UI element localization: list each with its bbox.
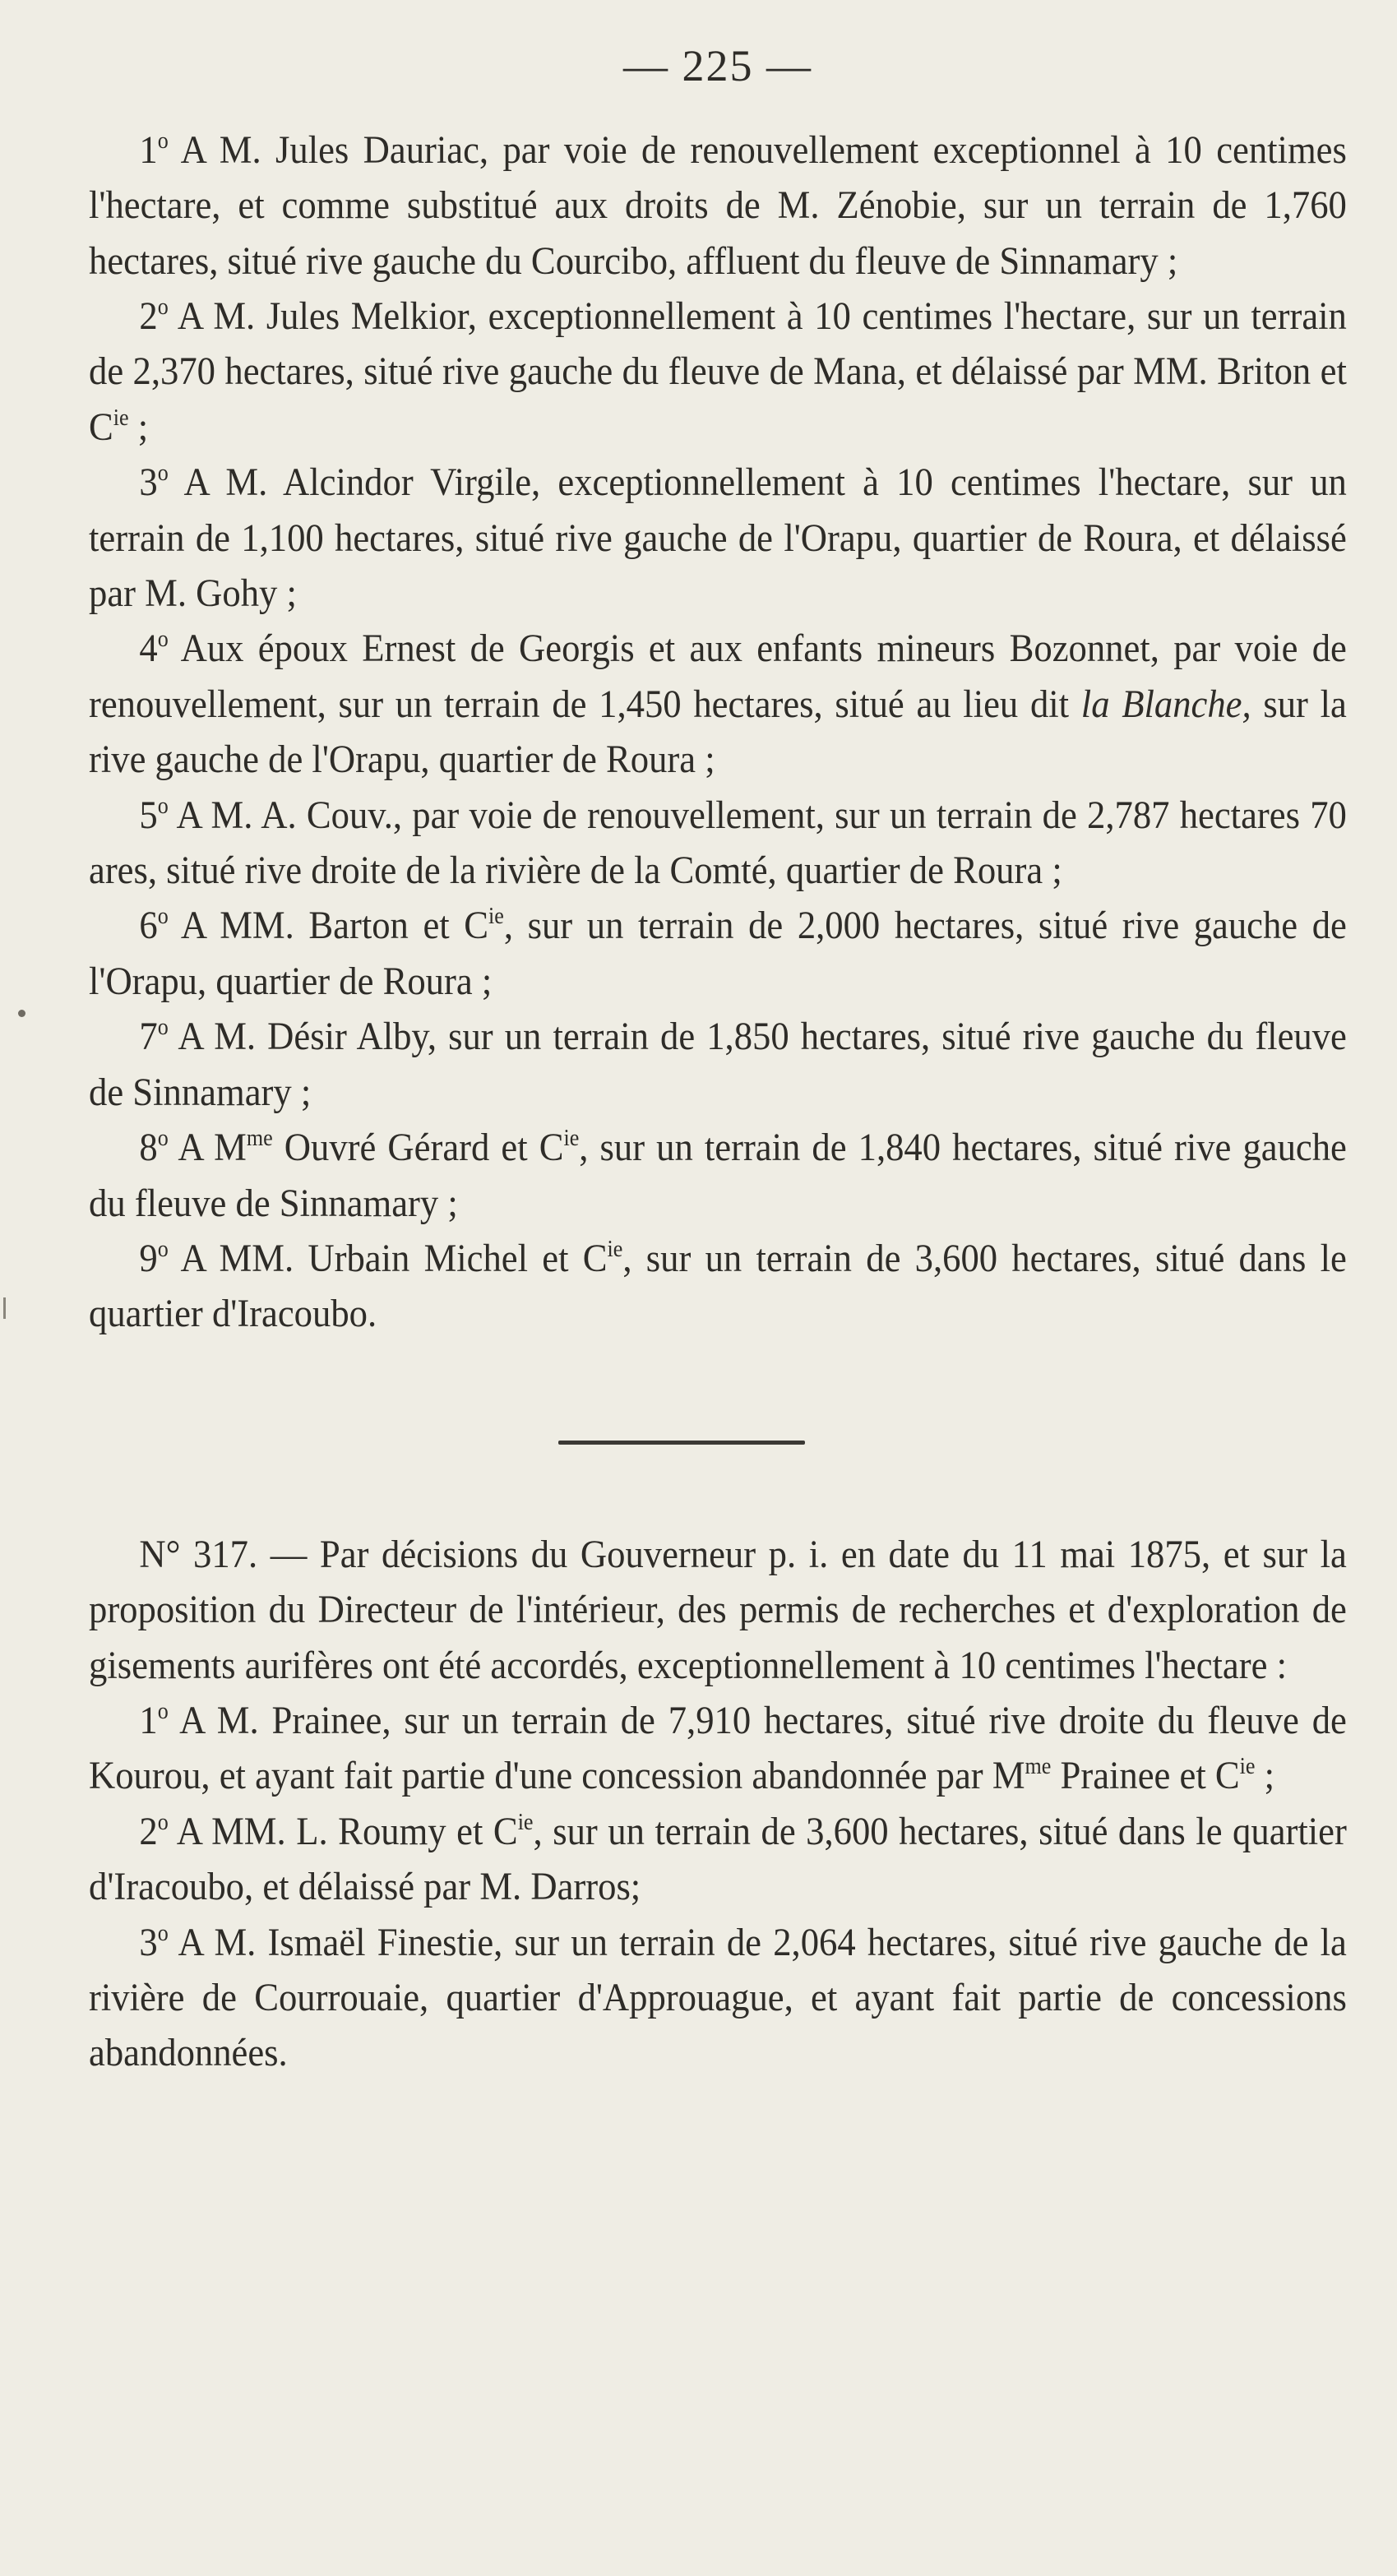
decision-item [89, 1231, 1347, 1342]
abbrev-suffix: me [1025, 1754, 1052, 1780]
item-text: A MM. Urbain Michel et C [168, 1236, 608, 1280]
item-number: 9 [139, 1236, 158, 1280]
abbrev-suffix: ie [517, 1809, 534, 1835]
decision-item [89, 1804, 1347, 1915]
decisions-list-2 [89, 1693, 1347, 2081]
item-text: A MM. L. Roumy et C [168, 1809, 518, 1853]
abbrev-suffix: ie [607, 1236, 623, 1262]
item-number-suffix: o [157, 793, 169, 819]
item-text: Prainee et C [1051, 1754, 1240, 1798]
item-text: A M. A. Couv., par voie de renouvellement, sur un terrain de 2,787 hectares 70 ares, situé rive droite de la rivière de la Comté, quartier de Roura ; [89, 793, 1347, 893]
item-text: A M. Alcindor Virgile, exceptionnellement à 10 centimes l'hectare, sur un terrain de 1,100 hectares, situé rive gauche de l'Orapu, quartier de Roura, et délaissé par M. Gohy ; [89, 460, 1347, 616]
section-divider [558, 1441, 805, 1445]
item-text: , sur un terrain de 1,840 hectares, situé rive gauche du fleuve de Sinnamary ; [89, 1126, 1347, 1225]
item-number-suffix: o [157, 1809, 169, 1835]
item-number: 2 [139, 1809, 158, 1853]
decision-item [89, 289, 1347, 455]
decisions-list-1 [89, 123, 1347, 1342]
decision-item [89, 898, 1347, 1009]
item-number-suffix: o [157, 127, 169, 154]
abbrev-suffix: me [246, 1126, 273, 1152]
item-number: 6 [139, 904, 158, 948]
item-text: A M. Jules Dauriac, par voie de renouvellement exceptionnel à 10 centimes l'hectare, et comme substitué aux droits de M. Zénobie, sur un terrain de 1,760 hectares, situé rive gauche du Courcibo, affluent du fleuve de Sinnamary ; [89, 127, 1347, 283]
item-number: 8 [139, 1126, 158, 1170]
page-number: — 225 — [623, 41, 812, 90]
item-number-suffix: o [157, 1126, 169, 1152]
item-text: , sur un terrain de 3,600 hectares, situé dans le quartier d'Iracoubo, et délaissé par M. Darros; [89, 1809, 1347, 1909]
item-text: A M. Prainee, sur un terrain de 7,910 hectares, situé rive droite du fleuve de Kourou, et ayant fait partie d'une concession abandonnée par M [89, 1698, 1347, 1798]
item-number: 4 [139, 627, 158, 671]
item-number: 3 [139, 460, 158, 505]
item-number-suffix: o [157, 627, 169, 653]
item-text: A M [168, 1126, 247, 1170]
item-number-suffix: o [157, 904, 169, 930]
decision-item [89, 788, 1347, 899]
item-number: 5 [139, 793, 158, 837]
item-number-suffix: o [157, 294, 169, 321]
item-place-name: la Blanche, [1080, 682, 1251, 726]
item-number: 2 [139, 294, 158, 339]
item-text: A M. Désir Alby, sur un terrain de 1,850 hectares, situé rive gauche du fleuve de Sinnamary ; [89, 1015, 1347, 1114]
abbrev-suffix: ie [563, 1126, 580, 1152]
abbrev-suffix: ie [113, 405, 129, 431]
item-text: ; [1255, 1754, 1275, 1798]
document-page [89, 39, 1347, 2081]
item-text: Ouvré Gérard et C [272, 1126, 564, 1170]
decision-item [89, 1009, 1347, 1120]
notice-317-paragraph: N° 317. — Par décisions du Gouverneur p. i. en date du 11 mai 1875, et sur la proposition du Directeur de l'intérieur, des permis de recherches et d'exploration de gisements aurifères ont été accordés, exceptionnellement à 10 centimes l'hectare : [89, 1532, 1347, 1687]
item-number-suffix: o [157, 1015, 169, 1041]
abbrev-suffix: ie [488, 904, 504, 930]
item-number-suffix: o [157, 460, 169, 487]
item-number: 1 [139, 127, 158, 172]
decision-item [89, 123, 1347, 289]
margin-speck [3, 1297, 6, 1319]
item-number: 7 [139, 1015, 158, 1059]
item-text: sur la rive gauche de l'Orapu, quartier de Roura ; [89, 682, 1347, 782]
decision-item [89, 1915, 1347, 2081]
item-number-suffix: o [157, 1698, 169, 1724]
item-text: Aux époux Ernest de Georgis et aux enfants mineurs Bozonnet, par voie de renouvellement, sur un terrain de 1,450 hectares, situé au lieu dit [89, 627, 1347, 726]
item-text: A M. Jules Melkior, exceptionnellement à 10 centimes l'hectare, sur un terrain de 2,370 hectares, situé rive gauche du fleuve de Mana, et délaissé par MM. Briton et C [89, 294, 1347, 449]
item-text: , sur un terrain de 3,600 hectares, situé dans le quartier d'Iracoubo. [89, 1236, 1347, 1336]
decision-item [89, 1693, 1347, 1804]
item-text: A M. Ismaël Finestie, sur un terrain de 2,064 hectares, situé rive gauche de la rivière de Courrouaie, quartier d'Approuague, et ayant fait partie de concessions abandonnées. [89, 1920, 1347, 2075]
item-number-suffix: o [157, 1920, 169, 1946]
decision-item [89, 455, 1347, 621]
abbrev-suffix: ie [1239, 1754, 1256, 1780]
item-text: ; [128, 405, 149, 449]
decision-item [89, 621, 1347, 787]
margin-speck [18, 1010, 25, 1017]
decision-item [89, 1120, 1347, 1231]
item-number: 3 [139, 1920, 158, 1964]
item-number-suffix: o [157, 1236, 169, 1262]
item-text: A MM. Barton et C [168, 904, 489, 948]
item-text: , sur un terrain de 2,000 hectares, situé rive gauche de l'Orapu, quartier de Roura ; [89, 904, 1347, 1003]
item-number: 1 [139, 1698, 158, 1742]
